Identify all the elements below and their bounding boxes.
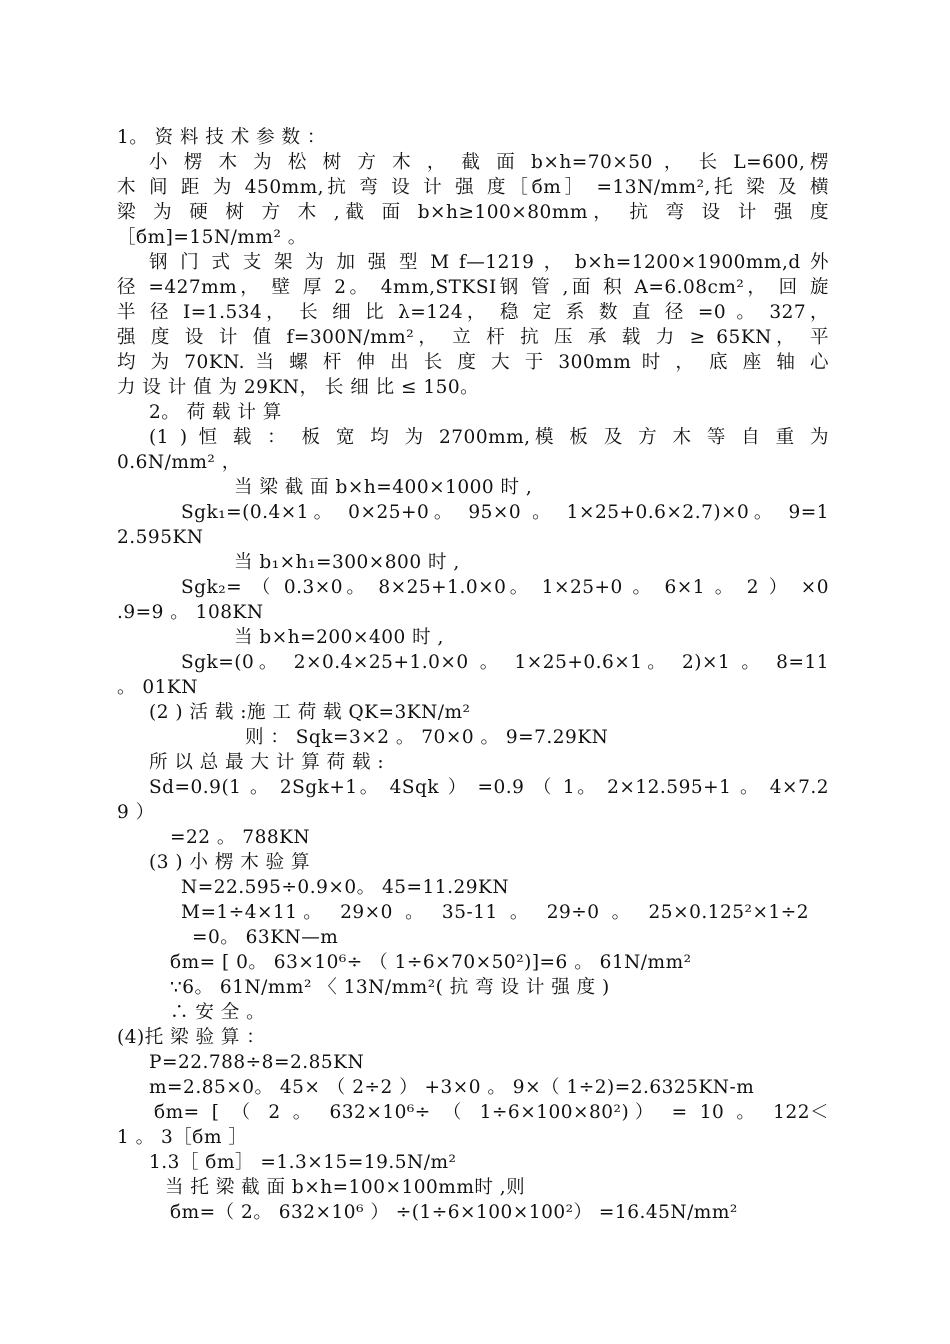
- formula-line: бm=（ 2。 632×10⁶ ） ÷(1÷6×100×100²） =16.45N/mm²: [170, 1202, 738, 1223]
- text-line: 强 度 设 计 值 f=300N/mm²， 立 杆 抗 压 承 载 力 ≥ 65KN， 平: [117, 327, 829, 348]
- text-line: (1 ) 恒 载 ： 板 宽 均 为 2700mm,模 板 及 方 木 等 自 重 为: [149, 427, 829, 448]
- text-line: 木 间 距 为 450mm,抗 弯 设 计 强 度［бm］ =13N/mm²,托 梁 及 横: [117, 177, 829, 198]
- formula-line: =22 。 788KN: [170, 827, 311, 848]
- formula-line: Sgk=(0。 2×0.4×25+1.0×0 。 1×25+0.6×1。 2)×1 。 8=11: [181, 652, 829, 673]
- text-line: 梁 为 硬 树 方 木 ,截 面 b×h≥100×80mm， 抗 弯 设 计 强 度: [117, 202, 829, 223]
- formula-line: 1.3［ бm］ =1.3×15=19.5N/m²: [149, 1152, 457, 1173]
- text-line: 所 以 总 最 大 计 算 荷 载 :: [149, 752, 385, 773]
- formula-line: ∵6。 61N/mm² 〈 13N/mm²( 抗 弯 设 计 强 度 ): [170, 977, 610, 998]
- formula-line: Sgk₁=(0.4×1。 0×25+0。 95×0 。 1×25+0.6×2.7)×0。 9=1: [181, 502, 829, 523]
- formula-line: N=22.595÷0.9×0。 45=11.29KN: [181, 877, 510, 898]
- text-line: 均 为 70KN. 当 螺 杆 伸 出 长 度 大 于 300mm 时 ， 底 座 轴 心: [117, 352, 829, 373]
- formula-line: 9 ）: [117, 802, 155, 823]
- text-line: 半 径 I=1.534， 长 细 比 λ=124， 稳 定 系 数 直 径 =0 。 327，: [117, 302, 829, 323]
- formula-line: 1 。 3［бm ］: [117, 1127, 248, 1148]
- section-heading-4: (4)托 梁 验 算 ：: [117, 1027, 266, 1048]
- formula-line: .9=9 。 108KN: [117, 602, 264, 623]
- formula-line: 当 b₁×h₁=300×800 时 ,: [234, 552, 460, 573]
- formula-line: 当 b×h=200×400 时 ,: [234, 627, 444, 648]
- text-line: 当 托 梁 截 面 b×h=100×100mm时 ,则: [165, 1177, 526, 1198]
- text-line: 力 设 计 值 为 29KN， 长 细 比 ≤ 150。: [117, 377, 480, 398]
- section-heading-2: 2。 荷 载 计 算: [149, 402, 282, 423]
- formula-line: бm= [ 0。 63×10⁶÷ （ 1÷6×70×50²)]=6 。 61N/mm²: [170, 952, 692, 973]
- section-heading-1: 1。 资 料 技 术 参 数 ：: [117, 127, 326, 148]
- formula-line: P=22.788÷8=2.85KN: [149, 1052, 365, 1073]
- formula-line: 则 ： Sqk=3×2 。 70×0 。 9=7.29KN: [245, 727, 609, 748]
- formula-line: 当 梁 截 面 b×h=400×1000 时 ,: [234, 477, 533, 498]
- text-line: 小 楞 木 为 松 树 方 木 ， 截 面 b×h=70×50 ， 长 L=600,楞: [149, 152, 829, 173]
- formula-line: m=2.85×0。 45× （ 2÷2 ） +3×0 。 9×（ 1÷2)=2.6325KN-m: [149, 1077, 755, 1098]
- formula-line: 。 01KN: [117, 677, 198, 698]
- section-heading-3: (3 ) 小 楞 木 验 算: [149, 852, 310, 873]
- formula-line: =0。 63KN—m: [192, 927, 339, 948]
- formula-line: M=1÷4×11。 29×0 。 35-11 。 29÷0 。 25×0.125²×1÷2: [181, 902, 809, 923]
- text-line: 0.6N/mm² ，: [117, 452, 241, 473]
- formula-line: 2.595KN: [117, 527, 204, 548]
- text-line: (2 ) 活 载 :施 工 荷 载 QK=3KN/m²: [149, 702, 471, 723]
- text-line: 径 =427mm， 壁 厚 2。 4mm,STKSI钢 管 ,面 积 A=6.08cm²， 回 旋: [117, 277, 829, 298]
- formula-line: Sd=0.9(1 。 2Sgk+1。 4Sqk ） =0.9 （ 1。 2×12.595+1 。 4×7.2: [149, 777, 829, 798]
- text-line: 钢 门 式 支 架 为 加 强 型 M f—1219 ， b×h=1200×1900mm,d 外: [149, 252, 829, 273]
- text-line: ［бm]=15N/mm² 。: [117, 227, 307, 248]
- formula-line: бm= [ （ 2 。 632×10⁶÷ （ 1÷6×100×80²)） = 10 。 122＜: [154, 1102, 829, 1123]
- formula-line: Sgk₂= （ 0.3×0。 8×25+1.0×0。 1×25+0 。 6×1 。 2 ） ×0: [181, 577, 829, 598]
- text-line: ∴ 安 全 。: [170, 1002, 266, 1023]
